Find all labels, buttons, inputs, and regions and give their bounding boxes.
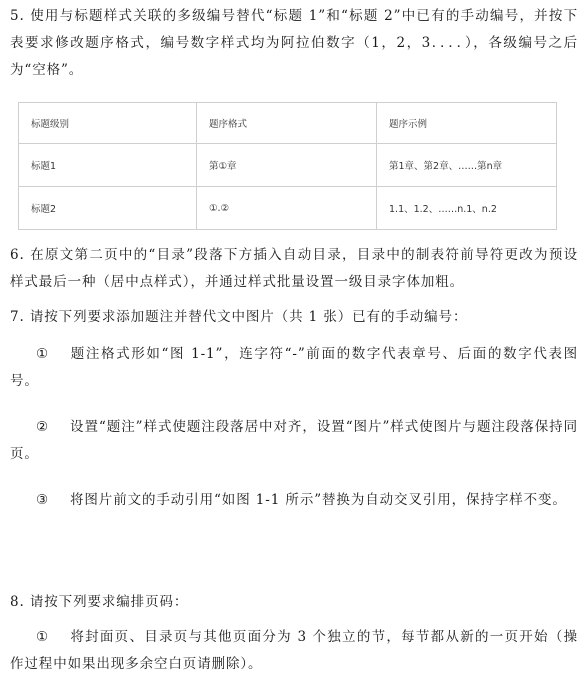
item-text: 题注格式形如“图 1-1”，连字符“-”前面的数字代表章号、后面的数字代表图号。	[10, 346, 578, 389]
table-cell: 1.1、1.2、……n.1、n.2	[377, 187, 557, 230]
table-cell: 标题1	[19, 144, 197, 187]
item-number: ①	[36, 346, 50, 362]
requirement-8: 8. 请按下列要求编排页码：	[10, 594, 189, 610]
header-format: 题序格式	[197, 103, 377, 144]
table-header-row	[19, 103, 557, 144]
requirement-5: 5. 使用与标题样式关联的多级编号替代“标题 1”和“标题 2”中已有的手动编号，并按下表要求修改题序格式，编号数字样式均为阿拉伯数字（1，2，3．．．．），各级编号之后为“空格”。	[10, 8, 578, 78]
item-number: ②	[36, 419, 50, 435]
header-level: 标题级别	[19, 103, 197, 144]
requirement-7-item-2	[10, 414, 578, 468]
numbering-format-table	[18, 102, 557, 230]
requirement-7: 7. 请按下列要求添加题注并替代文中图片（共 1 张）已有的手动编号：	[10, 309, 468, 325]
table-cell: 标题2	[19, 187, 197, 230]
requirement-7-item-3	[10, 487, 578, 514]
table-row	[19, 144, 557, 187]
item-number: ①	[36, 629, 50, 645]
header-example: 题序示例	[377, 103, 557, 144]
requirement-8-item-1	[10, 624, 578, 678]
item-text: 将图片前文的手动引用“如图 1-1 所示”替换为自动交叉引用，保持字样不变。	[70, 492, 567, 508]
table-cell: 第1章、第2章、……第n章	[377, 144, 557, 187]
table-row	[19, 187, 557, 230]
item-text: 设置“题注”样式使题注段落居中对齐，设置“图片”样式使图片与题注段落保持同页。	[10, 419, 578, 462]
item-text: 将封面页、目录页与其他页面分为 3 个独立的节，每节都从新的一页开始（操作过程中如果出现多余空白页请删除）。	[10, 629, 578, 672]
item-number: ③	[36, 492, 50, 508]
table-cell: ①.②	[197, 187, 377, 230]
table-cell: 第①章	[197, 144, 377, 187]
requirement-7-item-1	[10, 341, 578, 395]
requirement-6: 6. 在原文第二页中的“目录”段落下方插入自动目录，目录中的制表符前导符更改为预设样式最后一种（居中点样式），并通过样式批量设置一级目录字体加粗。	[10, 247, 578, 290]
